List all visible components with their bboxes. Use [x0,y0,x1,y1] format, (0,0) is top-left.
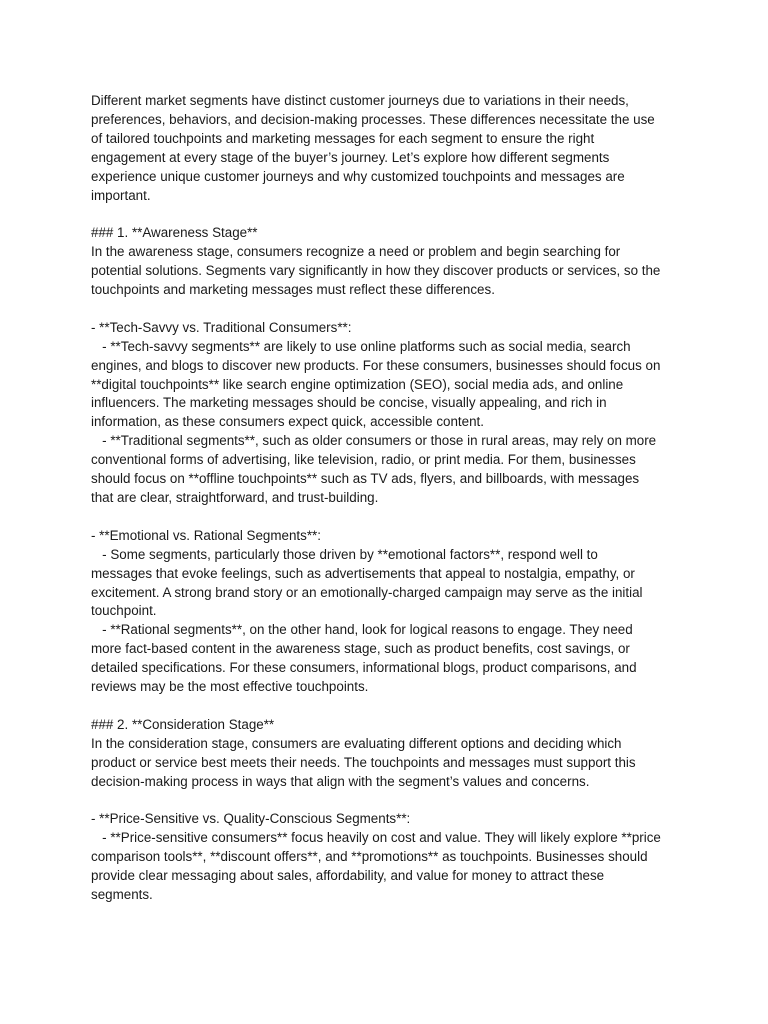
text-line: detailed specifications. For these consumers, informational blogs, product comparisons, and [91,660,637,676]
section-heading: ### 1. **Awareness Stage** [91,225,258,241]
text-line: should focus on **offline touchpoints** such as TV ads, flyers, and billboards, with messages [91,471,640,487]
text-line: comparison tools**, **discount offers**, and **promotions** as touchpoints. Businesses should [91,849,648,865]
text-line: potential solutions. Segments vary significantly in how they discover products or services, so the [91,263,661,279]
list-heading: - **Emotional vs. Rational Segments**: [91,527,321,543]
text-line: Different market segments have distinct customer journeys due to variations in their needs, [91,93,629,108]
text-line: segments. [91,886,153,902]
text-line: messages that evoke feelings, such as advertisements that appeal to nostalgia, empathy, or [91,565,635,581]
text-line: influencers. The marketing messages should be concise, visually appealing, and rich in [91,395,607,411]
emotional-list [91,527,691,697]
text-line: excitement. A strong brand story or an emotionally-charged campaign may serve as the initial [91,584,643,600]
intro-paragraph [91,92,691,205]
text-line: - Some segments, particularly those driven by **emotional factors**, respond well to [91,546,598,562]
text-line: - **Rational segments**, on the other hand, look for logical reasons to engage. They need [91,622,633,638]
price-list [91,810,691,905]
text-line: In the consideration stage, consumers are evaluating different options and deciding which [91,735,622,751]
awareness-section [91,224,691,300]
document-page [91,92,691,924]
text-line: preferences, behaviors, and decision-making processes. These differences necessitate the use [91,111,655,127]
text-line: decision-making process in ways that align with the segment’s values and concerns. [91,773,590,789]
text-line: - **Price-sensitive consumers** focus heavily on cost and value. They will likely explore **price [91,830,661,846]
consideration-section [91,716,691,792]
text-line: important. [91,187,151,203]
text-line: reviews may be the most effective touchpoints. [91,679,369,695]
text-line: information, as these consumers expect quick, accessible content. [91,414,484,430]
text-line: experience unique customer journeys and why customized touchpoints and messages are [91,168,625,184]
list-heading: - **Price-Sensitive vs. Quality-Conscious Segments**: [91,811,411,827]
tech-savvy-list [91,319,691,508]
text-line: touchpoint. [91,603,157,619]
text-line: more fact-based content in the awareness stage, such as product benefits, cost savings, or [91,641,630,657]
text-line: In the awareness stage, consumers recognize a need or problem and begin searching for [91,244,621,260]
text-line: product or service best meets their needs. The touchpoints and messages must support this [91,754,636,770]
list-heading: - **Tech-Savvy vs. Traditional Consumers**: [91,319,352,335]
text-line: - **Tech-savvy segments** are likely to use online platforms such as social media, search [91,338,631,354]
text-line: engines, and blogs to discover new products. For these consumers, businesses should focus on [91,357,661,373]
text-line: touchpoints and marketing messages must reflect these differences. [91,282,495,298]
text-line: **digital touchpoints** like search engine optimization (SEO), social media ads, and online [91,376,624,392]
text-line: of tailored touchpoints and marketing messages for each segment to ensure the right [91,130,595,146]
text-line: engagement at every stage of the buyer’s journey. Let’s explore how different segments [91,149,610,165]
text-line: conventional forms of advertising, like television, radio, or print media. For them, businesses [91,452,636,468]
text-line: that are clear, straightforward, and trust-building. [91,490,379,505]
section-heading: ### 2. **Consideration Stage** [91,716,275,732]
text-line: - **Traditional segments**, such as older consumers or those in rural areas, may rely on more [91,433,657,449]
text-line: provide clear messaging about sales, affordability, and value for money to attract these [91,868,605,884]
